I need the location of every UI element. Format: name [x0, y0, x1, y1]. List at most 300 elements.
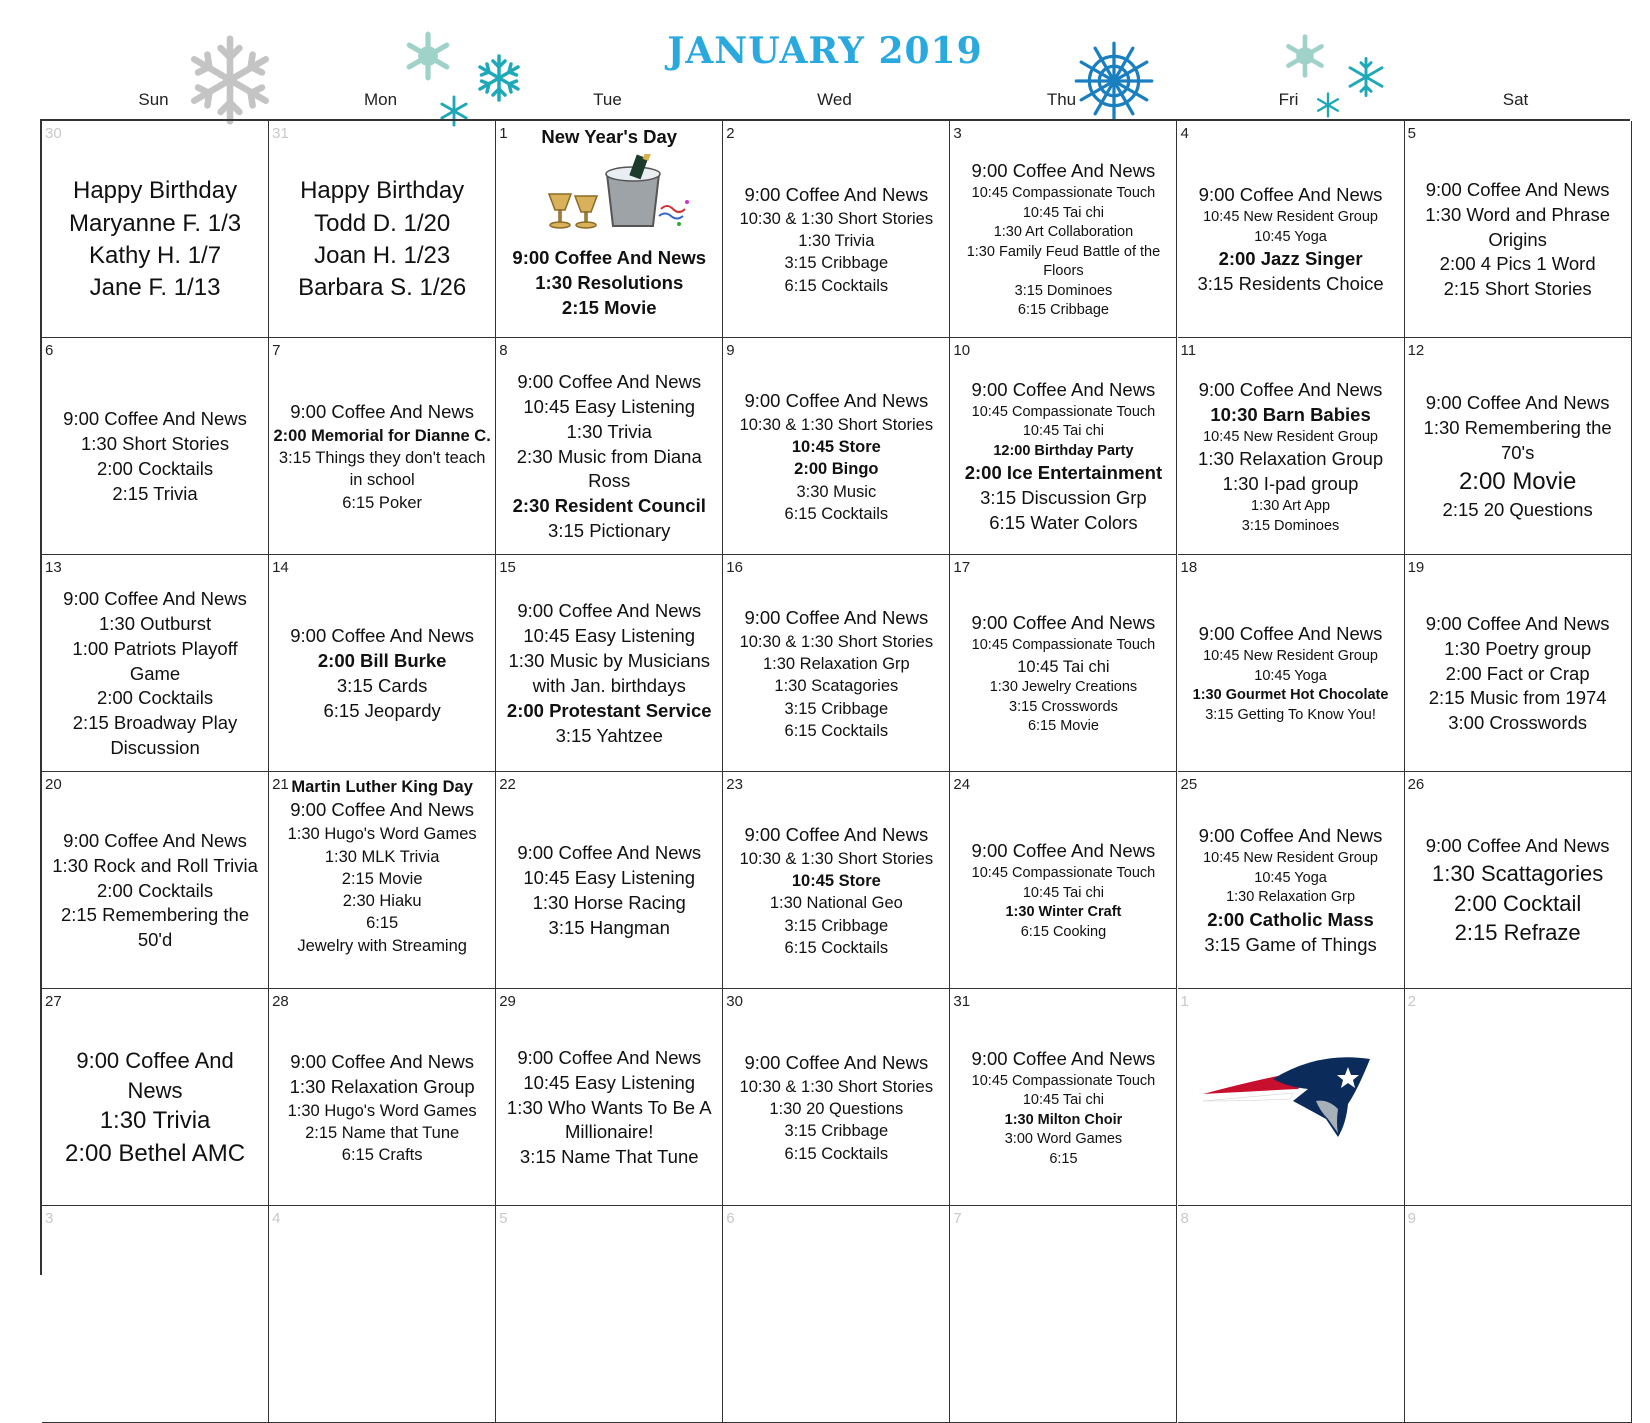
event-item: 10:45 Yoga [1254, 228, 1327, 245]
day-number: 14 [272, 559, 289, 576]
weekday-fri: Fri [1278, 90, 1299, 109]
event-item: 2:00 Bingo [794, 460, 879, 479]
event-item: 1:30 Art App [1251, 498, 1331, 515]
event-item: 6:15 Cocktails [784, 938, 889, 957]
day-cell-mon [269, 555, 496, 772]
day-cell-thu [950, 338, 1177, 555]
event-list [950, 1228, 1176, 1422]
event-item: 1:30 Family Feud Battle of the Floors [966, 243, 1161, 280]
event-item: 9:00 Coffee And News [290, 625, 475, 647]
event-item: 9:00 Coffee And News [1198, 183, 1383, 205]
event-list [723, 1228, 949, 1422]
event-list [269, 143, 495, 337]
event-item: 10:45 Compassionate Touch [971, 637, 1156, 654]
event-item: 1:30 Relaxation Grp [1226, 889, 1356, 906]
event-item: 10:30 & 1:30 Short Stories [739, 209, 934, 228]
event-item: 2:00 Jazz Singer [1218, 248, 1363, 270]
day-cell-thu [950, 121, 1177, 338]
event-item: 9:00 Coffee And News [971, 160, 1156, 182]
day-cell-tue [496, 121, 723, 338]
event-item: 9:00 Coffee And News [517, 600, 702, 622]
event-list [42, 577, 268, 771]
champagne-icon [509, 154, 709, 236]
event-item: 6:15 Cocktails [784, 721, 889, 740]
event-item: 9:00 Coffee And News [971, 1047, 1156, 1069]
day-number: 29 [499, 993, 516, 1010]
weekday-sun: Sun [138, 90, 169, 109]
event-item: 1:30 Remembering the 70's [1423, 416, 1612, 463]
event-item: Todd D. 1/20 [314, 209, 451, 237]
event-item: 2:00 Cocktail [1454, 890, 1582, 916]
day-number: 25 [1180, 776, 1198, 793]
event-item: 2:15 Trivia [112, 482, 198, 504]
event-item: 10:45 New Resident Group [1203, 648, 1378, 665]
event-list [950, 1011, 1176, 1205]
day-number: 15 [499, 559, 516, 576]
event-item: 6:15 Crafts [341, 1146, 423, 1165]
event-item: Barbara S. 1/26 [298, 274, 467, 302]
event-item: 1:30 Gourmet Hot Chocolate [1192, 687, 1389, 704]
event-item: 10:45 Store [791, 872, 881, 891]
event-item: 12:00 Birthday Party [993, 442, 1134, 459]
event-item: 3:15 Dominoes [1014, 282, 1113, 299]
event-item: 2:00 Movie [1458, 467, 1577, 495]
event-item: 1:30 Music by Musicians with Jan. birthdays [508, 650, 710, 696]
day-cell-thu [950, 989, 1177, 1206]
day-cell-mon [269, 989, 496, 1206]
event-list [950, 143, 1176, 337]
day-cell-wed [723, 121, 950, 338]
event-list [723, 794, 949, 988]
event-list [1178, 360, 1404, 554]
event-item: 10:45 New Resident Group [1203, 428, 1378, 445]
event-item: 3:30 Music [796, 482, 877, 501]
event-item: 2:00 Cocktails [96, 879, 214, 901]
event-item: 10:45 Compassionate Touch [971, 185, 1156, 202]
day-number: 5 [1407, 125, 1416, 142]
event-item: 1:30 National Geo [769, 894, 903, 913]
event-item: 3:15 Cribbage [784, 916, 889, 935]
event-item: 2:15 Short Stories [1443, 278, 1592, 300]
event-item: 10:45 Compassionate Touch [971, 403, 1156, 420]
day-number: 13 [45, 559, 62, 576]
day-cell-fri [1178, 772, 1405, 989]
event-item: 9:00 Coffee And News [63, 829, 247, 851]
event-item: 3:15 Cards [336, 675, 428, 696]
event-list [1405, 360, 1631, 554]
event-item: 9:00 Coffee And News [76, 1047, 234, 1103]
day-number: 9 [1407, 1210, 1416, 1227]
event-list [496, 125, 722, 337]
event-item: 1:30 Art Collaboration [993, 224, 1134, 241]
event-item: 2:00 Bethel AMC [64, 1139, 246, 1167]
event-item: 1:30 Hugo's Word Games [287, 1101, 477, 1120]
event-item: 3:15 Game of Things [1204, 933, 1377, 955]
event-item: 1:30 Resolutions [535, 271, 684, 293]
event-item: 2:00 4 Pics 1 Word [1439, 253, 1596, 275]
event-item: 9:00 Coffee And News [290, 400, 475, 422]
day-cell-sun [42, 338, 269, 555]
event-list [1405, 143, 1631, 337]
event-list [1405, 794, 1631, 988]
event-item: 10:45 Easy Listening [523, 625, 696, 647]
event-item: 9:00 Coffee And News [1425, 391, 1610, 413]
day-cell-tue [496, 1206, 723, 1423]
day-number: 22 [499, 776, 516, 793]
snowflake-icon [1282, 33, 1328, 79]
event-item: 2:15 Name that Tune [305, 1123, 460, 1142]
day-number: 7 [953, 1210, 962, 1227]
event-item: 2:15 Remembering the 50'd [60, 904, 250, 951]
event-item: 3:00 Word Games [1004, 1131, 1123, 1148]
day-cell-wed [723, 989, 950, 1206]
event-list [496, 577, 722, 771]
event-item: Joan H. 1/23 [314, 242, 451, 269]
event-list [950, 360, 1176, 554]
event-item: 10:30 Barn Babies [1210, 403, 1371, 425]
event-item: 1:00 Patriots Playoff Game [72, 637, 238, 684]
event-item: 9:00 Coffee And News [63, 408, 247, 430]
day-cell-sat [1405, 338, 1632, 555]
event-item: 6:15 Cooking [1020, 924, 1107, 941]
day-number: 1 [499, 125, 508, 142]
event-item: Jewelry with Streaming [297, 936, 467, 955]
day-number: 8 [499, 342, 508, 359]
day-cell-sat [1405, 1206, 1632, 1423]
event-item: 1:30 Scatagories [774, 677, 899, 696]
event-item: 3:15 Yahtzee [555, 724, 663, 746]
event-item: 2:00 Fact or Crap [1445, 662, 1590, 684]
day-cell-mon [269, 1206, 496, 1423]
event-item: 9:00 Coffee And News [744, 183, 929, 205]
event-item: 1:30 Jewelry Creations [989, 679, 1138, 696]
weekday-tue: Tue [593, 90, 622, 109]
event-item: 6:15 Jeopardy [323, 699, 441, 721]
event-item: 1:30 Relaxation Grp [762, 655, 910, 674]
event-list [1178, 794, 1404, 988]
event-item: 2:15 Broadway Play Discussion [72, 712, 238, 759]
event-item: 10:45 Yoga [1254, 667, 1327, 684]
day-number: 23 [726, 776, 743, 793]
event-item: 10:45 Compassionate Touch [971, 865, 1156, 882]
event-item: 2:00 Bill Burke [317, 650, 447, 672]
event-item: 6:15 Cocktails [784, 1144, 889, 1163]
event-item: 2:15 Movie [341, 869, 423, 888]
event-item: 10:45 Tai chi [1022, 884, 1105, 901]
day-number: 28 [272, 993, 289, 1010]
event-item: 6:15 Movie [1027, 718, 1099, 735]
event-item: 3:15 Cribbage [784, 1122, 889, 1141]
event-item: 9:00 Coffee And News [290, 1050, 475, 1072]
event-list [1405, 577, 1631, 771]
day-cell-mon [269, 338, 496, 555]
event-item: 2:15 Music from 1974 [1428, 687, 1607, 709]
event-list [723, 577, 949, 771]
event-item: 2:00 Cocktails [96, 687, 214, 709]
event-list [42, 143, 268, 337]
event-item: 9:00 Coffee And News [1425, 834, 1610, 856]
day-number: 31 [272, 125, 289, 142]
event-item: 10:45 Tai chi [1022, 204, 1105, 221]
event-item: 9:00 Coffee And News [517, 1046, 702, 1068]
day-cell-mon [269, 121, 496, 338]
event-item: 9:00 Coffee And News [517, 842, 702, 864]
event-item: 1:30 Winter Craft [1005, 904, 1122, 921]
event-item: 3:15 Residents Choice [1197, 273, 1384, 295]
event-item: 9:00 Coffee And News [971, 612, 1156, 634]
day-cell-tue [496, 555, 723, 772]
day-number: 5 [499, 1210, 508, 1227]
event-item: 3:00 Crosswords [1448, 712, 1588, 734]
event-item: 9:00 Coffee And News [744, 606, 929, 628]
event-list [1178, 143, 1404, 337]
event-item: Happy Birthday [73, 177, 238, 205]
event-item: 1:30 Who Wants To Be A Millionaire! [506, 1096, 712, 1143]
day-cell-fri [1178, 989, 1405, 1206]
event-item: 10:45 Store [791, 438, 881, 457]
day-cell-sat [1405, 989, 1632, 1206]
day-number: 30 [45, 125, 62, 142]
day-number: 9 [726, 342, 735, 359]
event-list [269, 360, 495, 554]
day-cell-fri [1178, 1206, 1405, 1423]
event-item: 1:30 20 Questions [769, 1100, 904, 1119]
event-item: 9:00 Coffee And News [63, 587, 247, 609]
day-number: 21 [272, 776, 289, 793]
day-cell-wed [723, 555, 950, 772]
day-cell-tue [496, 772, 723, 989]
day-cell-tue [496, 338, 723, 555]
event-item: 9:00 Coffee And News [512, 246, 707, 268]
day-number: 8 [1180, 1210, 1189, 1227]
event-item: 2:00 Memorial for Dianne C. [273, 426, 491, 445]
event-item: 6:15 Cocktails [784, 504, 889, 523]
event-item: Jane F. 1/13 [89, 274, 221, 302]
event-item: 2:30 Music from Diana Ross [516, 445, 702, 492]
event-list [1178, 1011, 1404, 1205]
event-list [1178, 1228, 1404, 1422]
day-cell-sun [42, 772, 269, 989]
event-item: 9:00 Coffee And News [1198, 623, 1383, 645]
day-cell-sat [1405, 555, 1632, 772]
event-item: 1:30 Horse Racing [532, 892, 686, 913]
calendar-grid [40, 119, 1630, 1275]
event-list [496, 1228, 722, 1422]
event-item: 3:15 Things they don't teach in school [278, 449, 486, 490]
weekday-thu: Thu [1046, 90, 1077, 109]
event-list [1405, 1228, 1631, 1422]
event-item: 1:30 Rock and Roll Trivia [52, 854, 258, 876]
event-item: 2:00 Ice Entertainment [964, 462, 1163, 484]
event-list [269, 1011, 495, 1205]
event-item: Kathy H. 1/7 [89, 242, 222, 269]
event-item: 10:45 Tai chi [1017, 657, 1110, 676]
event-item: 3:15 Pictionary [548, 520, 671, 542]
event-list [42, 360, 268, 554]
event-item: 2:15 Movie [561, 296, 657, 318]
event-item: 10:30 & 1:30 Short Stories [739, 415, 934, 434]
event-list [1405, 1011, 1631, 1205]
day-number: 6 [45, 342, 54, 359]
event-item: 3:15 Cribbage [784, 254, 889, 273]
event-item: 2:30 Hiaku [342, 892, 422, 911]
weekday-wed: Wed [817, 90, 852, 109]
day-cell-wed [723, 772, 950, 989]
weekday-header [40, 90, 1630, 114]
event-item: 1:30 I-pad group [1222, 473, 1359, 495]
event-list [723, 1011, 949, 1205]
event-item: 1:30 Word and Phrase Origins [1425, 203, 1611, 250]
day-cell-wed [723, 338, 950, 555]
event-item: 9:00 Coffee And News [1425, 178, 1610, 200]
event-item: 2:00 Catholic Mass [1207, 908, 1374, 930]
holiday-heading: Martin Luther King Day [291, 778, 473, 796]
day-number: 3 [953, 125, 962, 142]
event-item: 3:15 Cribbage [784, 699, 889, 718]
day-cell-fri [1178, 555, 1405, 772]
day-number: 2 [726, 125, 735, 142]
event-item: 1:30 Relaxation Group [289, 1075, 475, 1097]
event-list [42, 1228, 268, 1422]
day-number: 24 [953, 776, 971, 793]
event-item: 9:00 Coffee And News [744, 823, 929, 845]
event-item: 9:00 Coffee And News [744, 389, 929, 411]
event-item: 9:00 Coffee And News [1198, 825, 1383, 847]
event-list [42, 794, 268, 988]
event-item: 10:45 New Resident Group [1203, 850, 1378, 867]
day-number: 6 [726, 1210, 735, 1227]
event-item: 9:00 Coffee And News [1425, 612, 1610, 634]
day-number: 12 [1407, 342, 1425, 359]
event-item: 3:15 Dominoes [1241, 517, 1340, 534]
day-number: 4 [1180, 125, 1189, 142]
day-number: 20 [45, 776, 62, 793]
weekday-mon: Mon [363, 90, 398, 109]
event-item: 1:30 Relaxation Group [1197, 448, 1384, 470]
event-list [723, 143, 949, 337]
event-list [269, 1228, 495, 1422]
event-item: 9:00 Coffee And News [290, 799, 475, 821]
day-cell-tue [496, 989, 723, 1206]
weekday-sat: Sat [1502, 90, 1529, 109]
event-item: 6:15 Poker [342, 493, 423, 512]
day-number: 4 [272, 1210, 281, 1227]
event-item: 9:00 Coffee And News [744, 1051, 929, 1073]
event-item: 1:30 Hugo's Word Games [287, 825, 477, 844]
day-number: 31 [953, 993, 971, 1010]
day-number: 16 [726, 559, 743, 576]
event-item: 10:45 New Resident Group [1203, 208, 1378, 225]
event-list [723, 360, 949, 554]
holiday-heading: New Year's Day [541, 126, 678, 147]
event-item: 9:00 Coffee And News [1198, 378, 1383, 400]
day-cell-thu [950, 772, 1177, 989]
day-cell-mon [269, 772, 496, 989]
event-item: 3:15 Crosswords [1009, 698, 1118, 715]
event-list [496, 1011, 722, 1205]
event-list [950, 577, 1176, 771]
event-item: 9:00 Coffee And News [971, 840, 1156, 862]
day-cell-sat [1405, 121, 1632, 338]
event-item: 3:15 Discussion Grp [980, 487, 1147, 509]
event-list [1178, 577, 1404, 771]
event-item: 2:15 Refraze [1454, 920, 1581, 946]
event-item: 10:30 & 1:30 Short Stories [739, 849, 934, 868]
day-number: 10 [953, 342, 971, 359]
day-cell-wed [723, 1206, 950, 1423]
event-item: 3:15 Name That Tune [519, 1146, 699, 1168]
event-item: 10:45 Compassionate Touch [971, 1072, 1156, 1089]
event-item: 1:30 Milton Choir [1004, 1111, 1123, 1128]
event-item: 10:45 Tai chi [1022, 423, 1105, 440]
day-cell-sun [42, 989, 269, 1206]
event-list [269, 577, 495, 771]
day-number: 26 [1407, 776, 1425, 793]
event-item: Happy Birthday [300, 177, 465, 205]
day-cell-sun [42, 555, 269, 772]
day-cell-thu [950, 1206, 1177, 1423]
day-cell-fri [1178, 121, 1405, 338]
event-item: 6:15 Water Colors [989, 512, 1138, 534]
day-number: 11 [1180, 342, 1197, 359]
event-item: 10:45 Easy Listening [523, 867, 696, 889]
day-number: 17 [953, 559, 971, 576]
day-number: 3 [45, 1210, 54, 1227]
event-list [496, 360, 722, 554]
event-item: 10:45 Easy Listening [523, 1071, 696, 1093]
day-number: 27 [45, 993, 62, 1010]
event-item: 9:00 Coffee And News [971, 378, 1156, 400]
day-number: 19 [1407, 559, 1425, 576]
day-number: 7 [272, 342, 281, 359]
event-item: 2:00 Protestant Service [506, 699, 712, 721]
event-item: 10:45 Yoga [1254, 869, 1327, 886]
event-item: 1:30 Short Stories [81, 433, 230, 455]
event-item: 2:30 Resident Council [512, 495, 706, 517]
day-number: 2 [1407, 993, 1416, 1010]
event-item: 2:00 Cocktails [96, 458, 214, 479]
event-item: 6:15 [1049, 1150, 1078, 1167]
event-item: 1:30 MLK Trivia [324, 847, 440, 866]
event-item: 6:15 [366, 914, 399, 933]
event-list [42, 1011, 268, 1205]
event-item: 1:30 Trivia [566, 420, 652, 442]
event-item: 2:15 20 Questions [1442, 499, 1593, 521]
day-cell-sat [1405, 772, 1632, 989]
event-item: 6:15 Cribbage [1017, 302, 1109, 319]
event-list [496, 794, 722, 988]
day-cell-sun [42, 1206, 269, 1423]
event-item: 3:15 Getting To Know You! [1205, 707, 1376, 724]
event-item: 1:30 Outburst [99, 612, 212, 634]
event-item: 1:30 Trivia [99, 1107, 211, 1135]
day-number: 18 [1180, 559, 1198, 576]
event-item: 6:15 Cocktails [784, 276, 889, 295]
event-item: 1:30 Trivia [798, 232, 875, 251]
event-item: 1:30 Scattagories [1432, 860, 1604, 886]
day-number: 30 [726, 993, 743, 1010]
event-item: 10:30 & 1:30 Short Stories [739, 1077, 934, 1096]
day-cell-sun [42, 121, 269, 338]
event-item: 1:30 Poetry group [1444, 637, 1592, 659]
event-item: 10:45 Easy Listening [523, 395, 696, 417]
day-cell-thu [950, 555, 1177, 772]
event-item: 9:00 Coffee And News [517, 370, 702, 392]
day-number: 1 [1180, 993, 1189, 1010]
event-item: Maryanne F. 1/3 [69, 209, 242, 237]
event-item: 3:15 Hangman [548, 916, 670, 938]
page-title: JANUARY 2019 [667, 30, 983, 72]
